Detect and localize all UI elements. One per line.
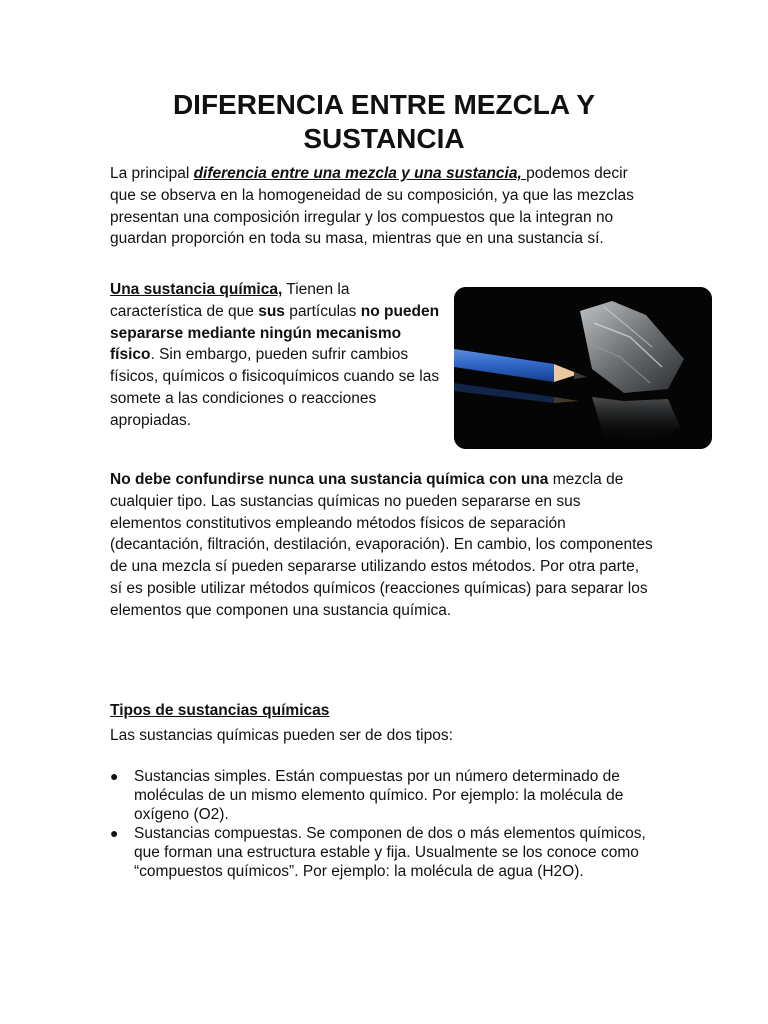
intro-lead: La principal — [110, 165, 194, 182]
tipos-heading: Tipos de sustancias químicas — [110, 702, 330, 719]
list-item — [110, 767, 660, 824]
list-item — [110, 824, 660, 881]
intro-emphasis: diferencia entre una mezcla y una sustancia, — [193, 165, 527, 182]
sustancia-paragraph — [110, 279, 440, 432]
confundir-rest: mezcla de cualquier tipo. Las sustancias químicas no pueden separarse en sus elementos constitutivos empleando métodos físicos de separación (decantación, filtración, destilación, evaporación). En cambio, los componentes de una mezcla sí pueden separarse utilizando estos métodos. Por otra parte, sí es posible utilizar métodos químicos (reacciones químicas) para separar los elementos que componen una sustancia química. — [110, 471, 653, 619]
intro-rest: podemos decir que se observa en la homogeneidad de su composición, ya que las mezclas presentan una composición irregular y los compuestos que la integran no guardan proporción en toda su masa, mientras que en una sustancia sí. — [110, 165, 634, 248]
page-title: DIFERENCIA ENTRE MEZCLA Y SUSTANCIA — [172, 89, 596, 154]
photo-illustration — [454, 287, 712, 449]
tipos-list — [110, 767, 660, 881]
list-item-text: Sustancias compuestas. Se componen de dos o más elementos químicos, que forman una estructura estable y fija. Usualmente se los conoce como “compuestos químicos”. Por ejemplo: la molécula de agua (H2O). — [134, 825, 646, 880]
sustancia-text-2: partículas — [284, 302, 361, 320]
tipos-intro: Las sustancias químicas pueden ser de dos tipos: — [110, 727, 453, 744]
sustancia-bold-2: no pueden separarse mediante ningún mecanismo físico — [110, 302, 440, 364]
list-item-text: Sustancias simples. Están compuestas por un número determinado de moléculas de un mismo elemento químico. Por ejemplo: la molécula de oxígeno (O2). — [134, 768, 624, 823]
confundir-paragraph — [110, 469, 655, 622]
intro-paragraph — [110, 163, 655, 250]
confundir-bold: No debe confundirse nunca una sustancia química con una — [110, 471, 549, 488]
sustancia-bold-1: sus — [258, 302, 285, 320]
bullet-icon: ● — [110, 825, 119, 841]
sustancia-text-1: Tienen la característica de que — [110, 281, 350, 320]
bullet-icon: ● — [110, 768, 119, 784]
sustancia-term: Una sustancia química, — [110, 281, 283, 298]
pencil-graphite-image — [454, 287, 712, 449]
sustancia-text-3: . Sin embargo, pueden sufrir cambios físicos, químicos o fisicoquímicos cuando se las somete a las condiciones o reacciones apropiadas. — [110, 346, 440, 429]
